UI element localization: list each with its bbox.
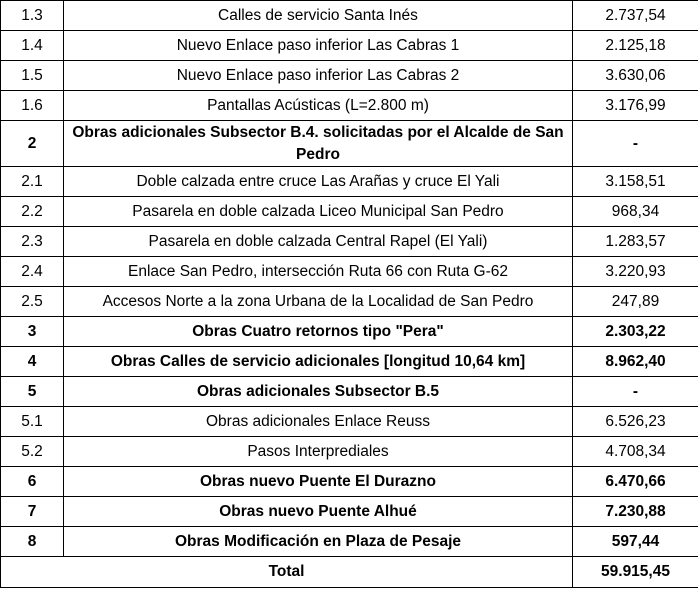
item-value: 3.158,51 [573,167,698,197]
item-description: Obras nuevo Puente Alhué [64,497,573,527]
table-row [1,257,698,287]
table-row [1,407,698,437]
item-description: Obras nuevo Puente El Durazno [64,467,573,497]
item-value: 8.962,40 [573,347,698,377]
item-number: 2.1 [1,167,64,197]
item-value: 968,34 [573,197,698,227]
item-value: 4.708,34 [573,437,698,467]
item-number: 2.5 [1,287,64,317]
table-row [1,31,698,61]
table-row [1,227,698,257]
item-value: - [573,121,698,167]
item-description: Obras Calles de servicio adicionales [longitud 10,64 km] [64,347,573,377]
table-row [1,347,698,377]
table-row [1,287,698,317]
table-row [1,121,698,167]
item-description: Obras Cuatro retornos tipo "Pera" [64,317,573,347]
item-description: Nuevo Enlace paso inferior Las Cabras 2 [64,61,573,91]
item-value: 6.470,66 [573,467,698,497]
item-number: 8 [1,527,64,557]
item-description: Pantallas Acústicas (L=2.800 m) [64,91,573,121]
item-value: 1.283,57 [573,227,698,257]
item-description: Obras adicionales Subsector B.4. solicitadas por el Alcalde de San Pedro [64,121,573,167]
item-value: 2.737,54 [573,1,698,31]
item-description: Nuevo Enlace paso inferior Las Cabras 1 [64,31,573,61]
item-number: 5.1 [1,407,64,437]
item-number: 1.4 [1,31,64,61]
item-value: 247,89 [573,287,698,317]
item-description: Pasarela en doble calzada Central Rapel (El Yali) [64,227,573,257]
item-number: 2.3 [1,227,64,257]
table-row [1,527,698,557]
item-value: 3.630,06 [573,61,698,91]
item-number: 2.4 [1,257,64,287]
item-number: 5.2 [1,437,64,467]
item-number: 3 [1,317,64,347]
item-number: 4 [1,347,64,377]
item-number: 1.5 [1,61,64,91]
item-value: 3.176,99 [573,91,698,121]
item-description: Obras Modificación en Plaza de Pesaje [64,527,573,557]
table-row [1,197,698,227]
item-number: 1.3 [1,1,64,31]
item-value: 2.125,18 [573,31,698,61]
table-row [1,377,698,407]
item-number: 5 [1,377,64,407]
item-description: Obras adicionales Enlace Reuss [64,407,573,437]
item-description: Enlace San Pedro, intersección Ruta 66 con Ruta G-62 [64,257,573,287]
item-description: Calles de servicio Santa Inés [64,1,573,31]
item-number: 1.6 [1,91,64,121]
item-value: 6.526,23 [573,407,698,437]
item-description: Pasarela en doble calzada Liceo Municipal San Pedro [64,197,573,227]
table-row [1,61,698,91]
item-description: Pasos Interprediales [64,437,573,467]
item-description: Accesos Norte a la zona Urbana de la Localidad de San Pedro [64,287,573,317]
table-row [1,497,698,527]
total-label: Total [1,557,573,588]
table-row [1,167,698,197]
table-row [1,1,698,31]
item-number: 6 [1,467,64,497]
total-value: 59.915,45 [573,557,698,588]
table-row [1,467,698,497]
item-description: Doble calzada entre cruce Las Arañas y cruce El Yali [64,167,573,197]
table-row [1,317,698,347]
table-body [1,1,698,557]
item-number: 7 [1,497,64,527]
total-row [1,557,698,588]
item-number: 2 [1,121,64,167]
item-value: - [573,377,698,407]
item-description: Obras adicionales Subsector B.5 [64,377,573,407]
item-value: 7.230,88 [573,497,698,527]
table-row [1,437,698,467]
item-number: 2.2 [1,197,64,227]
item-value: 2.303,22 [573,317,698,347]
table-row [1,91,698,121]
item-value: 3.220,93 [573,257,698,287]
item-value: 597,44 [573,527,698,557]
